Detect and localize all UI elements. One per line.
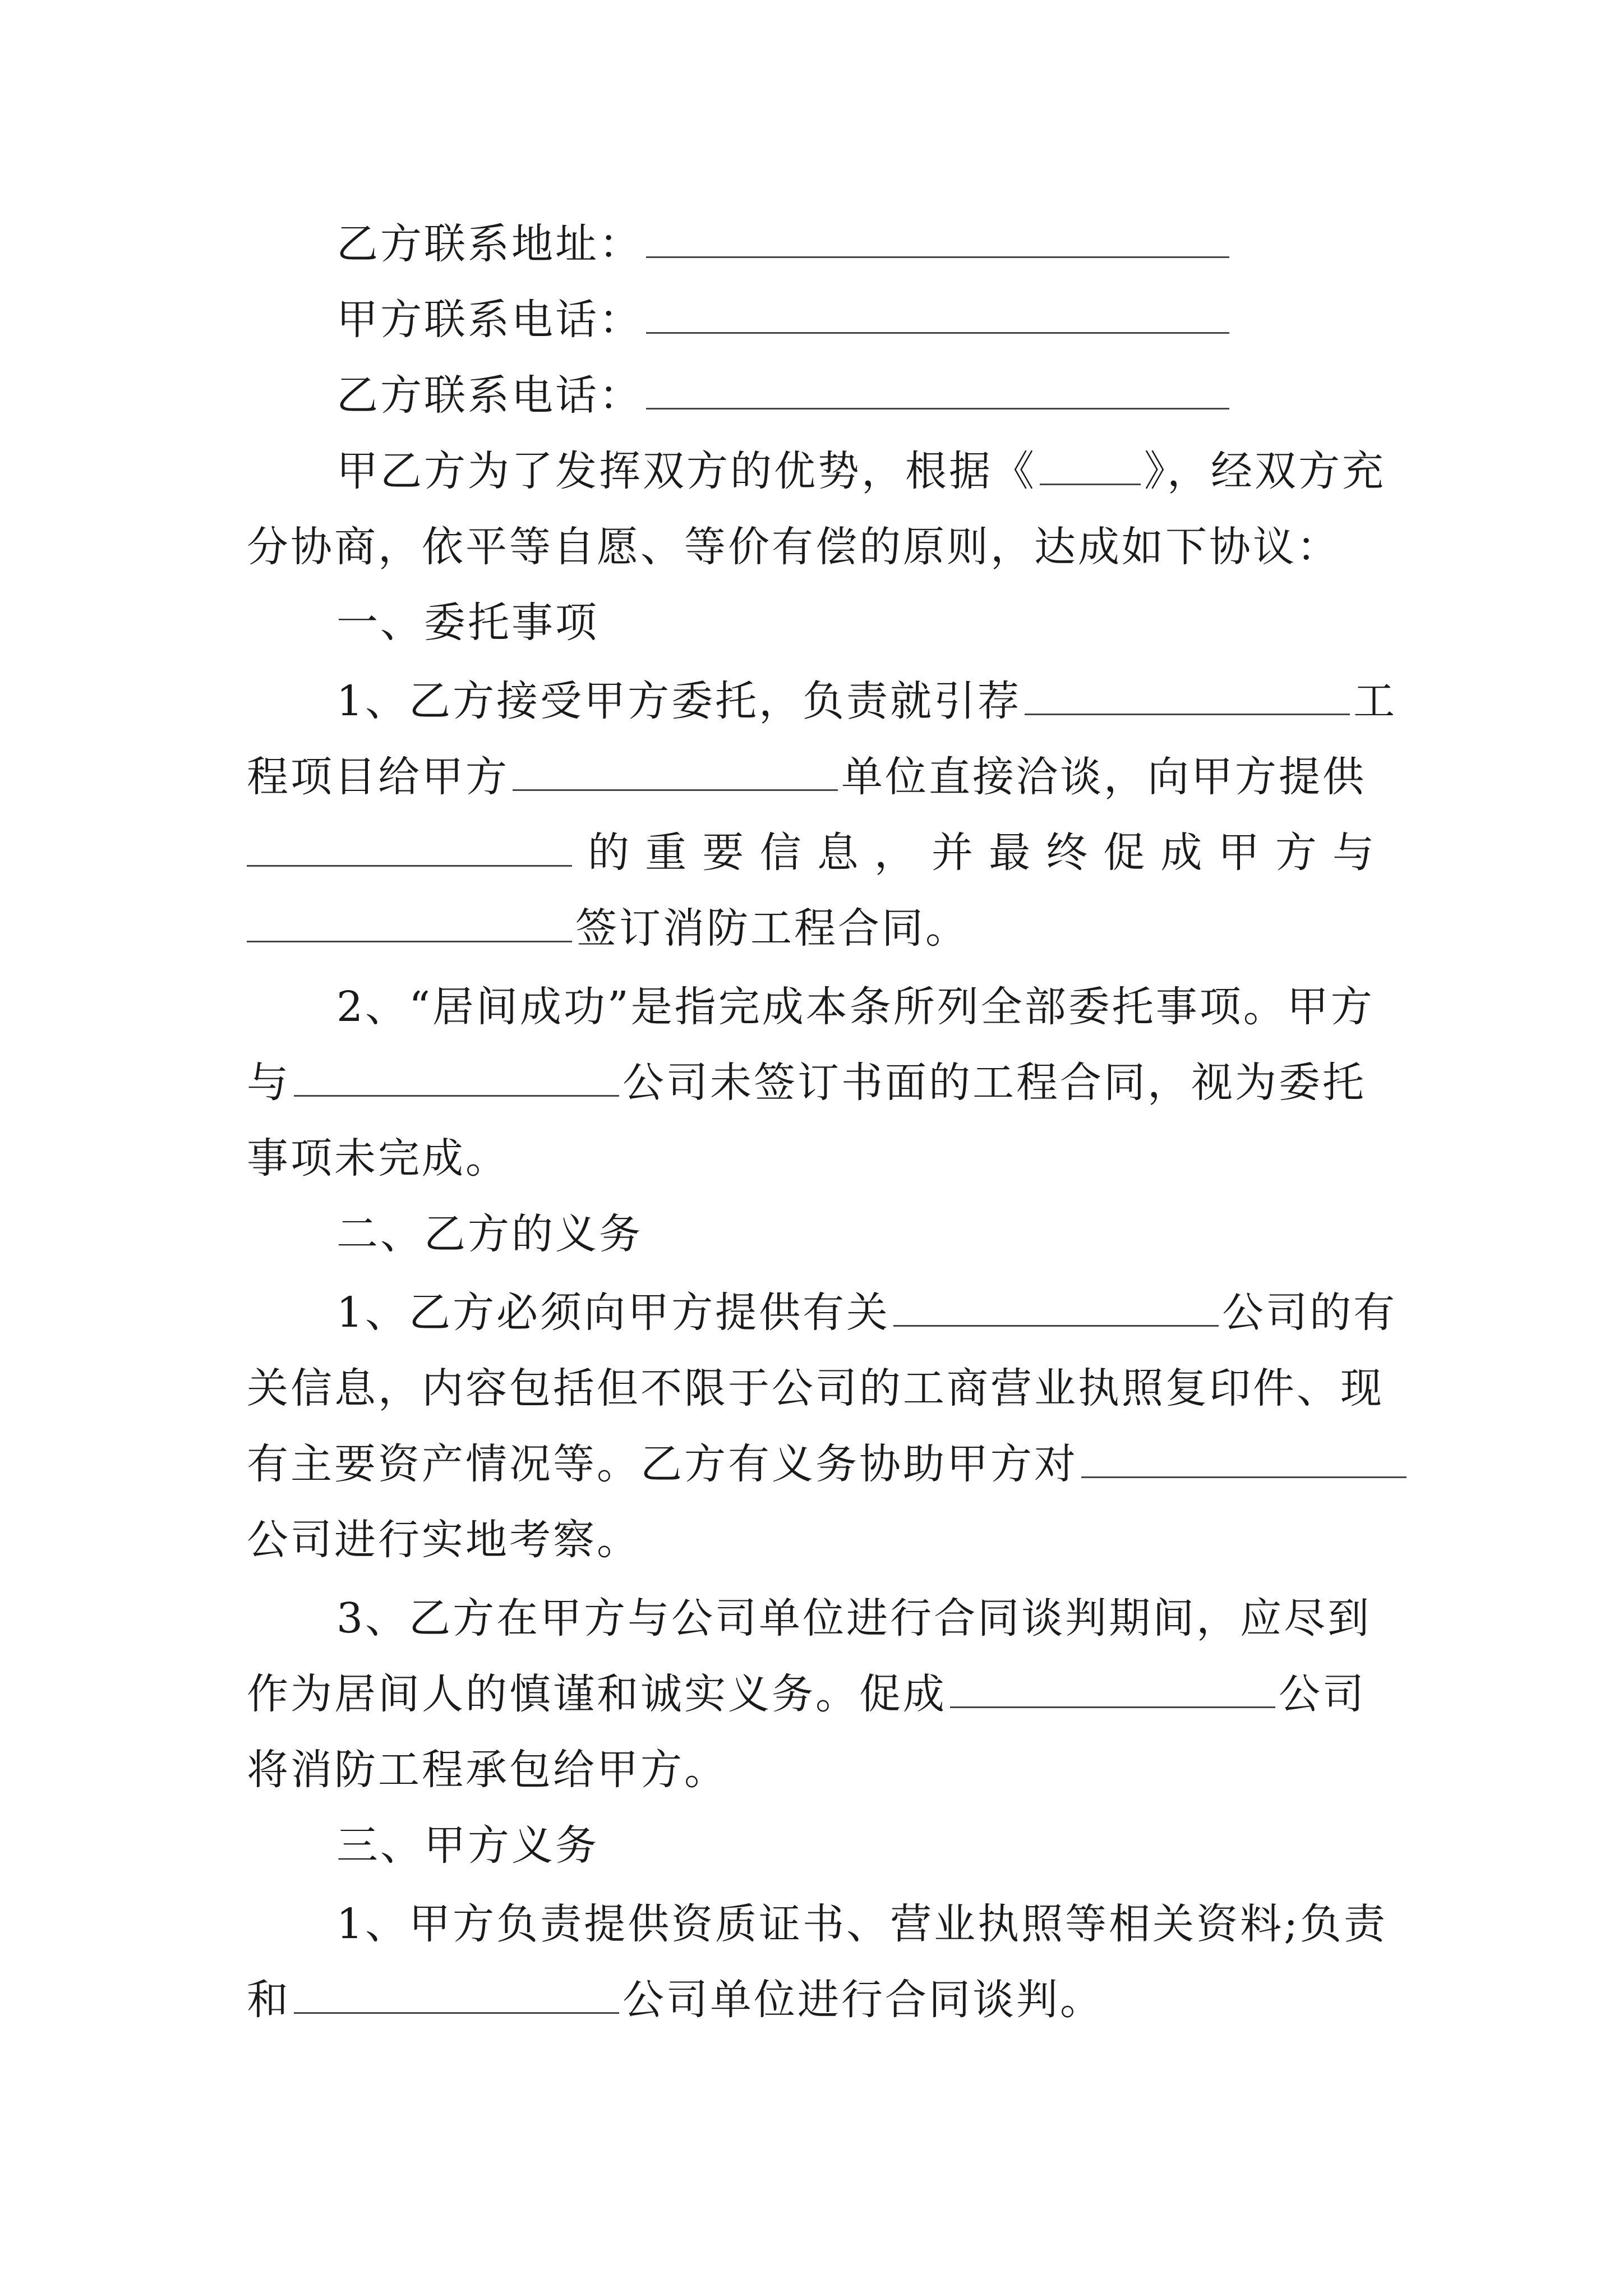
unit-name-blank[interactable] xyxy=(513,757,838,791)
s1-item1-line3 xyxy=(247,825,1374,881)
paragraph-char: 方 xyxy=(1275,829,1317,877)
company-blank[interactable] xyxy=(1081,1444,1407,1478)
paragraph-text: 关信息，内容包括但不限于公司的工商营业执照复印件、现 xyxy=(247,1364,1384,1412)
section-heading xyxy=(336,595,599,651)
section2-heading-text: 二、乙方的义务 xyxy=(336,1210,643,1258)
paragraph-text: 签订消防工程合同。 xyxy=(575,904,969,953)
paragraph-char: 的 xyxy=(588,829,630,877)
paragraph-char: 最 xyxy=(989,829,1031,877)
s1-item1-line4 xyxy=(247,900,969,956)
law-name-blank[interactable] xyxy=(1040,451,1141,485)
yi-address-line xyxy=(336,216,1233,272)
intro-text-a: 甲乙方为了发挥双方的优势，根据《 xyxy=(336,447,1036,495)
jia-phone-label: 甲方联系电话： xyxy=(336,296,643,344)
paragraph-text: 工 xyxy=(1353,677,1398,725)
s2-item1-line1 xyxy=(336,1285,1397,1341)
section-heading xyxy=(336,1206,643,1262)
company-blank[interactable] xyxy=(294,1062,619,1097)
section1-heading-text: 一、委托事项 xyxy=(336,599,599,647)
paragraph-text: 1、乙方必须向甲方提供有关 xyxy=(336,1289,891,1337)
s1-item2-line3 xyxy=(247,1130,509,1186)
s2-item1-line2 xyxy=(247,1360,1384,1416)
paragraph-text: 有主要资产情况等。乙方有义务协助甲方对 xyxy=(247,1440,1078,1488)
paragraph-char: 并 xyxy=(931,829,973,877)
paragraph-text: 单位直接洽谈，向甲方提供 xyxy=(841,753,1366,801)
party-blank[interactable] xyxy=(247,908,572,942)
paragraph-char: 重 xyxy=(645,829,687,877)
intro-text-2: 分协商，依平等自愿、等价有偿的原则，达成如下协议： xyxy=(247,523,1340,571)
paragraph-text: 1、甲方负责提供资质证书、营业执照等相关资料;负责 xyxy=(336,1900,1388,1948)
paragraph-text: 公司进行实地考察。 xyxy=(247,1516,640,1564)
company-blank[interactable] xyxy=(294,1980,619,2014)
yi-address-label: 乙方联系地址： xyxy=(336,220,643,268)
s3-item1-line2 xyxy=(247,1972,1104,2028)
s2-item3-line2 xyxy=(247,1666,1366,1722)
paragraph-text: 公司的有 xyxy=(1222,1289,1398,1337)
intro-line-1 xyxy=(336,443,1386,499)
paragraph-char: 与 xyxy=(1332,829,1374,877)
paragraph-text: 作为居间人的慎谨和诚实义务。促成 xyxy=(247,1670,947,1718)
info-blank[interactable] xyxy=(247,832,572,867)
paragraph-char: 息 xyxy=(817,829,859,877)
jia-phone-blank[interactable] xyxy=(646,300,1229,334)
section-heading xyxy=(336,1818,599,1874)
paragraph-text: 2、“居间成功”是指完成本条所列全部委托事项。甲方 xyxy=(336,983,1375,1031)
s1-item1-line2 xyxy=(247,749,1366,805)
project-name-blank[interactable] xyxy=(1025,681,1350,715)
s3-item1-line1 xyxy=(336,1896,1387,1952)
section3-heading-text: 三、甲方义务 xyxy=(336,1821,599,1870)
s2-item3-line1 xyxy=(336,1590,1371,1646)
jia-phone-line xyxy=(336,292,1233,348)
paragraph-text: 公司单位进行合同谈判。 xyxy=(623,1976,1104,2024)
paragraph-text: 3、乙方在甲方与公司单位进行合同谈判期间，应尽到 xyxy=(336,1594,1372,1642)
yi-phone-label: 乙方联系电话： xyxy=(336,371,643,420)
company-blank[interactable] xyxy=(893,1292,1219,1327)
paragraph-char: 甲 xyxy=(1218,829,1260,877)
paragraph-char: 信 xyxy=(759,829,801,877)
paragraph-text: 程项目给甲方 xyxy=(247,753,509,801)
paragraph-char: 促 xyxy=(1103,829,1145,877)
yi-address-blank[interactable] xyxy=(646,224,1229,258)
yi-phone-blank[interactable] xyxy=(646,375,1229,409)
paragraph-text: 公司 xyxy=(1279,1670,1366,1718)
paragraph-text: 1、乙方接受甲方委托，负责就引荐 xyxy=(336,677,1022,725)
s1-item2-line1 xyxy=(336,979,1375,1035)
paragraph-text: 将消防工程承包给甲方。 xyxy=(247,1746,728,1794)
s1-item1-line1 xyxy=(336,673,1397,729)
paragraph-text: 事项未完成。 xyxy=(247,1134,509,1182)
intro-text-b: 》，经双方充 xyxy=(1144,447,1386,495)
paragraph-text: 与 xyxy=(247,1059,291,1107)
paragraph-char: 要 xyxy=(702,829,744,877)
paragraph-char: ， xyxy=(874,829,916,877)
paragraph-char: 终 xyxy=(1046,829,1088,877)
company-blank[interactable] xyxy=(950,1674,1275,1708)
s1-item2-line2 xyxy=(247,1055,1366,1111)
s2-item3-line3 xyxy=(247,1742,728,1798)
s2-item1-line3 xyxy=(247,1436,1410,1492)
paragraph-text: 和 xyxy=(247,1976,291,2024)
yi-phone-line xyxy=(336,367,1233,424)
intro-line-2 xyxy=(247,519,1340,575)
s2-item1-line4 xyxy=(247,1512,640,1568)
paragraph-text: 公司未签订书面的工程合同，视为委托 xyxy=(623,1059,1366,1107)
paragraph-char: 成 xyxy=(1160,829,1202,877)
